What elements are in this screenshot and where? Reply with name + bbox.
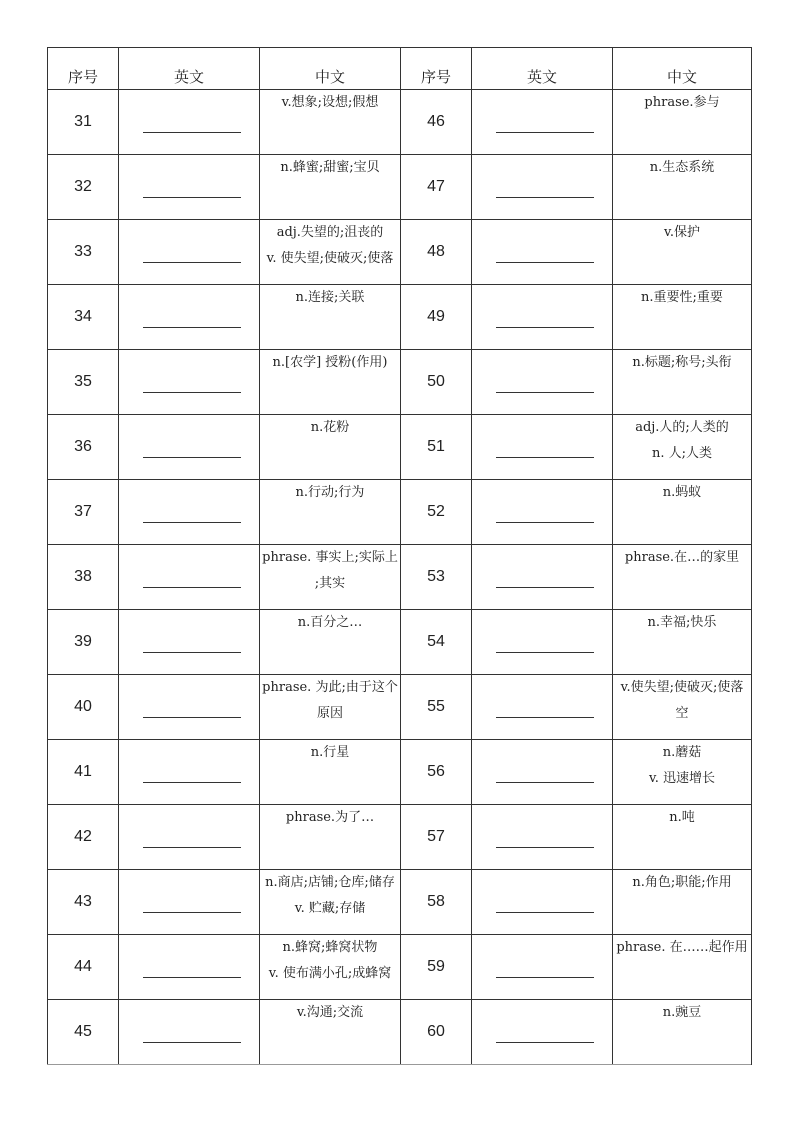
- english-answer-cell: [119, 545, 260, 610]
- chinese-meaning-line: v.想象;设想;假想: [281, 95, 379, 110]
- table-row: [48, 155, 752, 220]
- header-english: 英文: [472, 48, 613, 90]
- english-answer-cell: [472, 805, 613, 870]
- answer-blank-line[interactable]: [496, 327, 594, 328]
- chinese-meaning-cell: [260, 610, 401, 675]
- item-number: 53: [401, 545, 472, 610]
- chinese-meaning-line: v. 使失望;使破灭;使落: [266, 251, 394, 266]
- chinese-meaning-line: v. 贮藏;存储: [294, 901, 366, 916]
- answer-blank-line[interactable]: [143, 1042, 241, 1043]
- chinese-meaning-line: phrase. 为此;由于这个: [262, 680, 398, 695]
- table-row: [48, 220, 752, 285]
- chinese-meaning-cell: [613, 220, 752, 285]
- chinese-meaning-line: 空: [675, 706, 689, 721]
- chinese-meaning-cell: [613, 935, 752, 1000]
- answer-blank-line[interactable]: [143, 587, 241, 588]
- table-row: [48, 545, 752, 610]
- chinese-meaning-line: phrase.参与: [644, 95, 720, 110]
- chinese-meaning-cell: [260, 1000, 401, 1065]
- header-index: 序号: [48, 48, 119, 90]
- item-number: 31: [48, 90, 119, 155]
- english-answer-cell: [472, 90, 613, 155]
- chinese-meaning-cell: [260, 285, 401, 350]
- chinese-meaning-line: n.蜂窝;蜂窝状物: [282, 940, 378, 955]
- header-chinese: 中文: [260, 48, 401, 90]
- answer-blank-line[interactable]: [143, 197, 241, 198]
- answer-blank-line[interactable]: [143, 912, 241, 913]
- header-chinese: 中文: [613, 48, 752, 90]
- table-row: [48, 1000, 752, 1065]
- header-english: 英文: [119, 48, 260, 90]
- answer-blank-line[interactable]: [496, 717, 594, 718]
- chinese-meaning-line: n.花粉: [310, 420, 350, 435]
- chinese-meaning-line: n.商店;店铺;仓库;储存: [265, 875, 395, 890]
- chinese-meaning-cell: [613, 740, 752, 805]
- english-answer-cell: [119, 805, 260, 870]
- item-number: 44: [48, 935, 119, 1000]
- item-number: 58: [401, 870, 472, 935]
- chinese-meaning-cell: [260, 935, 401, 1000]
- answer-blank-line[interactable]: [496, 782, 594, 783]
- item-number: 47: [401, 155, 472, 220]
- item-number: 57: [401, 805, 472, 870]
- chinese-meaning-line: n.蚂蚁: [662, 485, 702, 500]
- chinese-meaning-cell: [613, 870, 752, 935]
- chinese-meaning-cell: [613, 415, 752, 480]
- chinese-meaning-line: n.行星: [310, 745, 350, 760]
- chinese-meaning-cell: [613, 285, 752, 350]
- item-number: 54: [401, 610, 472, 675]
- english-answer-cell: [119, 870, 260, 935]
- chinese-meaning-cell: [613, 1000, 752, 1065]
- table-row: [48, 415, 752, 480]
- english-answer-cell: [119, 350, 260, 415]
- chinese-meaning-line: adj.失望的;沮丧的: [276, 225, 384, 240]
- chinese-meaning-cell: [260, 675, 401, 740]
- item-number: 35: [48, 350, 119, 415]
- english-answer-cell: [472, 935, 613, 1000]
- answer-blank-line[interactable]: [496, 912, 594, 913]
- answer-blank-line[interactable]: [496, 197, 594, 198]
- chinese-meaning-line: n.重要性;重要: [641, 290, 723, 305]
- english-answer-cell: [472, 285, 613, 350]
- item-number: 56: [401, 740, 472, 805]
- answer-blank-line[interactable]: [496, 587, 594, 588]
- answer-blank-line[interactable]: [143, 132, 241, 133]
- item-number: 34: [48, 285, 119, 350]
- english-answer-cell: [119, 220, 260, 285]
- page-bottom-rule: [47, 1064, 751, 1065]
- item-number: 40: [48, 675, 119, 740]
- english-answer-cell: [472, 740, 613, 805]
- item-number: 50: [401, 350, 472, 415]
- chinese-meaning-line: phrase. 在……起作用: [616, 940, 748, 955]
- english-answer-cell: [119, 740, 260, 805]
- chinese-meaning-line: ;其实: [314, 576, 346, 591]
- table-row: [48, 610, 752, 675]
- english-answer-cell: [119, 415, 260, 480]
- chinese-meaning-cell: [613, 90, 752, 155]
- english-answer-cell: [119, 610, 260, 675]
- chinese-meaning-line: 原因: [316, 706, 343, 721]
- table-row: [48, 90, 752, 155]
- table-row: [48, 740, 752, 805]
- table-row: [48, 285, 752, 350]
- chinese-meaning-line: v.沟通;交流: [296, 1005, 364, 1020]
- item-number: 41: [48, 740, 119, 805]
- english-answer-cell: [119, 675, 260, 740]
- item-number: 55: [401, 675, 472, 740]
- answer-blank-line[interactable]: [143, 457, 241, 458]
- english-answer-cell: [472, 545, 613, 610]
- item-number: 39: [48, 610, 119, 675]
- chinese-meaning-cell: [260, 350, 401, 415]
- answer-blank-line[interactable]: [496, 652, 594, 653]
- chinese-meaning-cell: [260, 740, 401, 805]
- english-answer-cell: [472, 480, 613, 545]
- header-index: 序号: [401, 48, 472, 90]
- answer-blank-line[interactable]: [143, 262, 241, 263]
- item-number: 42: [48, 805, 119, 870]
- answer-blank-line[interactable]: [496, 132, 594, 133]
- answer-blank-line[interactable]: [143, 782, 241, 783]
- english-answer-cell: [472, 350, 613, 415]
- answer-blank-line[interactable]: [143, 522, 241, 523]
- table-row: [48, 480, 752, 545]
- table-row: [48, 870, 752, 935]
- item-number: 60: [401, 1000, 472, 1065]
- answer-blank-line[interactable]: [143, 847, 241, 848]
- chinese-meaning-line: n.角色;职能;作用: [632, 875, 732, 890]
- answer-blank-line[interactable]: [143, 652, 241, 653]
- chinese-meaning-line: n.标题;称号;头衔: [632, 355, 732, 370]
- chinese-meaning-cell: [260, 870, 401, 935]
- chinese-meaning-line: phrase. 事实上;实际上: [262, 550, 398, 565]
- english-answer-cell: [119, 935, 260, 1000]
- item-number: 37: [48, 480, 119, 545]
- chinese-meaning-cell: [260, 415, 401, 480]
- answer-blank-line[interactable]: [496, 522, 594, 523]
- item-number: 52: [401, 480, 472, 545]
- english-answer-cell: [472, 415, 613, 480]
- item-number: 46: [401, 90, 472, 155]
- chinese-meaning-line: v.使失望;使破灭;使落: [620, 680, 744, 695]
- answer-blank-line[interactable]: [143, 327, 241, 328]
- item-number: 43: [48, 870, 119, 935]
- chinese-meaning-cell: [613, 545, 752, 610]
- item-number: 32: [48, 155, 119, 220]
- english-answer-cell: [119, 285, 260, 350]
- chinese-meaning-line: n. 人;人类: [651, 446, 713, 461]
- chinese-meaning-line: n.幸福;快乐: [647, 615, 717, 630]
- chinese-meaning-cell: [260, 480, 401, 545]
- english-answer-cell: [119, 480, 260, 545]
- chinese-meaning-line: n.豌豆: [662, 1005, 702, 1020]
- chinese-meaning-line: v. 迅速增长: [648, 771, 716, 786]
- answer-blank-line[interactable]: [143, 977, 241, 978]
- item-number: 49: [401, 285, 472, 350]
- vocabulary-table: [47, 47, 752, 1065]
- english-answer-cell: [472, 1000, 613, 1065]
- item-number: 59: [401, 935, 472, 1000]
- chinese-meaning-cell: [260, 90, 401, 155]
- english-answer-cell: [472, 220, 613, 285]
- chinese-meaning-cell: [613, 610, 752, 675]
- english-answer-cell: [119, 155, 260, 220]
- header-row: [48, 48, 752, 90]
- answer-blank-line[interactable]: [496, 847, 594, 848]
- answer-blank-line[interactable]: [496, 457, 594, 458]
- answer-blank-line[interactable]: [496, 977, 594, 978]
- chinese-meaning-line: n.蘑菇: [662, 745, 702, 760]
- item-number: 36: [48, 415, 119, 480]
- table-row: [48, 350, 752, 415]
- english-answer-cell: [472, 870, 613, 935]
- table-row: [48, 805, 752, 870]
- item-number: 33: [48, 220, 119, 285]
- item-number: 38: [48, 545, 119, 610]
- chinese-meaning-cell: [613, 155, 752, 220]
- chinese-meaning-cell: [260, 155, 401, 220]
- table-row: [48, 935, 752, 1000]
- answer-blank-line[interactable]: [496, 1042, 594, 1043]
- chinese-meaning-cell: [613, 805, 752, 870]
- answer-blank-line[interactable]: [496, 392, 594, 393]
- english-answer-cell: [472, 155, 613, 220]
- table-row: [48, 675, 752, 740]
- chinese-meaning-line: v. 使布满小孔;成蜂窝: [268, 966, 392, 981]
- chinese-meaning-cell: [260, 220, 401, 285]
- chinese-meaning-cell: [260, 805, 401, 870]
- english-answer-cell: [119, 1000, 260, 1065]
- chinese-meaning-line: n.吨: [669, 810, 695, 825]
- answer-blank-line[interactable]: [143, 392, 241, 393]
- chinese-meaning-line: n.生态系统: [649, 160, 715, 175]
- chinese-meaning-line: v.保护: [664, 225, 700, 240]
- chinese-meaning-line: n.蜂蜜;甜蜜;宝贝: [280, 160, 380, 175]
- answer-blank-line[interactable]: [496, 262, 594, 263]
- chinese-meaning-cell: [613, 675, 752, 740]
- chinese-meaning-line: phrase.为了…: [285, 810, 375, 825]
- english-answer-cell: [472, 610, 613, 675]
- chinese-meaning-cell: [260, 545, 401, 610]
- chinese-meaning-line: n.百分之…: [297, 615, 363, 630]
- item-number: 51: [401, 415, 472, 480]
- answer-blank-line[interactable]: [143, 717, 241, 718]
- chinese-meaning-line: phrase.在…的家里: [624, 550, 740, 565]
- english-answer-cell: [119, 90, 260, 155]
- item-number: 45: [48, 1000, 119, 1065]
- chinese-meaning-line: n.行动;行为: [295, 485, 365, 500]
- chinese-meaning-line: adj.人的;人类的: [635, 420, 729, 435]
- chinese-meaning-line: n.[农学] 授粉(作用): [272, 355, 388, 370]
- english-answer-cell: [472, 675, 613, 740]
- item-number: 48: [401, 220, 472, 285]
- chinese-meaning-cell: [613, 350, 752, 415]
- chinese-meaning-line: n.连接;关联: [295, 290, 365, 305]
- chinese-meaning-cell: [613, 480, 752, 545]
